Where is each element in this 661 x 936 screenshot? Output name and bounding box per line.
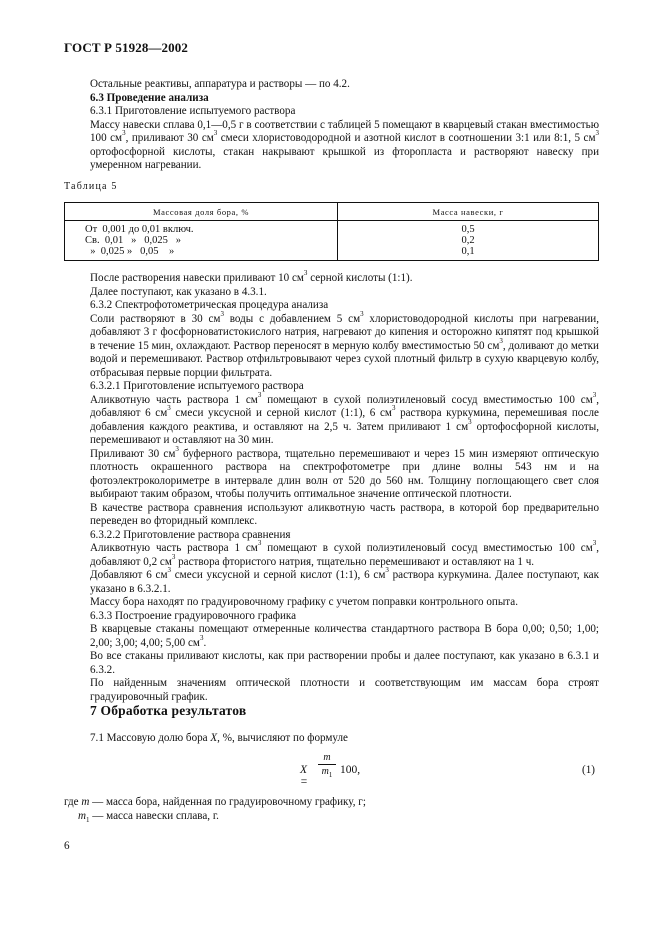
paragraph-boron-mass: Массу бора находят по градуировочному графику с учетом поправки контрольного опыта. <box>90 596 518 608</box>
analysis-procedure-block <box>90 269 599 704</box>
heading-6-3-1: 6.3.1 Приготовление испытуемого раствора <box>90 105 296 117</box>
table-5 <box>64 202 599 261</box>
range-value: » 0,025 » 0,05 » <box>85 246 175 257</box>
mass-value: 0,2 <box>461 235 475 246</box>
paragraph-6-3-1: Массу навески сплава 0,1—0,5 г в соответствии с таблицей 5 помещают в кварцевый стакан вместимостью 100 $см^3$, приливают 30 $см^3$ смеси хлористоводородной и азотной кислот в соотношении 3:1 или 8:1, 5 $см^3$ ортофосфорной кислоты, стакан накрывают крышкой из фторопласта и растворяют навеску при умеренном нагревании. <box>90 118 599 171</box>
heading-6-3-3: 6.3.3 Построение градуировочного графика <box>90 609 297 622</box>
table-header-cell: Массовая доля бора, % <box>65 203 338 221</box>
table-header-row <box>65 203 599 221</box>
table-caption: Таблица 5 <box>64 181 118 192</box>
paragraph-comparison: В качестве раствора сравнения используют аликвотную часть раствора, в которой бор предварительно переведен во фторидный комплекс. <box>90 501 599 527</box>
paragraph-7-1: 7.1 Массовую долю бора X, %, вычисляют по формуле <box>90 732 348 744</box>
paragraph-all-beakers: Во все стаканы приливают кислоты, как при растворении пробы и далее поступают, как указано в 6.3.1 и 6.3.2. <box>90 650 599 676</box>
document-header: ГОСТ Р 51928—2002 <box>64 40 188 55</box>
formula-lhs: X = <box>300 764 308 788</box>
formula-fraction <box>318 752 336 777</box>
paragraph-add: Добавляют 6 $см^3$ смеси уксусной и серной кислот (1:1), 6 $см^3$ раствора куркумина. Далее поступают, как указано в 6.3.2.1. <box>90 566 599 595</box>
heading-6-3-2: 6.3.2 Спектрофотометрическая процедура анализа <box>90 299 329 311</box>
heading-6-3-2-2: 6.3.2.2 Приготовление раствора сравнения <box>90 528 291 541</box>
paragraph-6-3-2-2: Аликвотную часть раствора 1 $см^3$ помещают в сухой полиэтиленовый сосуд вместимостью 100 $см^3$, добавляют 0,2 $см^3$ раствора фтористого натрия, тщательно перемешивают и оставляют на 1 ч. <box>90 539 599 568</box>
range-value: От 0,001 до 0,01 включ. <box>85 224 194 235</box>
where-line-2: $m_1$ — масса навески сплава, г. <box>78 810 219 825</box>
formula-numerator: m <box>323 752 331 763</box>
table-cell-range <box>65 221 338 261</box>
table-header-cell: Масса навески, г <box>338 203 599 221</box>
table-row <box>65 221 599 261</box>
where-line-1: где m — масса бора, найденная по градуировочному графику, г; <box>64 796 366 808</box>
paragraph-other-reagents: Остальные реактивы, аппаратура и растворы — по 4.2. <box>90 78 350 90</box>
mass-value: 0,5 <box>461 224 475 235</box>
page-number: 6 <box>64 840 70 852</box>
formula-rhs: 100, <box>340 764 361 776</box>
fraction-bar <box>318 764 336 765</box>
heading-6-3-2-1: 6.3.2.1 Приготовление испытуемого раствора <box>90 380 304 392</box>
section-6-3-block <box>90 78 599 173</box>
paragraph-6-3-2-1: Аликвотную часть раствора 1 $см^3$ помещают в сухой полиэтиленовый сосуд вместимостью 100 $см^3$, добавляют 6 $см^3$ смеси уксусной и серной кислот (1:1), 6 $см^3$ раствора куркумина, перемешивая после добавления каждого реактива, и оставляют на 2,5 ч. Затем приливают 1 $см^3$ ортофосфорной кислоты, перемешивают и оставляют на 30 мин. <box>90 390 599 446</box>
paragraph-found-values: По найденным значениям оптической плотности и соответствующим им массам бора строят градуировочный график. <box>90 677 599 703</box>
paragraph-further: Далее поступают, как указано в 4.3.1. <box>90 285 267 298</box>
paragraph-buffer: Приливают 30 $см^3$ буферного раствора, тщательно перемешивают и через 15 мин измеряют оптическую плотность окрашенного раствора на спектрофотометре при длине волны 543 нм и на фотоэлектроколориметре в интервале длин волн от 520 до 560 нм. Толщину поглощающего свет слоя выбирают таким образом, чтобы получить оптимальное значение оптической плотности. <box>90 444 599 500</box>
paragraph-after-dissolving: После растворения навески приливают 10 $см^3$ серной кислоты (1:1). <box>90 269 413 284</box>
paragraph-6-3-3: В кварцевые стаканы помещают отмеренные количества стандартного раствора В бора 0,00; 0,50; 1,00; 2,00; 3,00; 4,00; 5,00 $см^3$. <box>90 623 599 649</box>
section-7-heading: 7 Обработка результатов <box>90 703 247 718</box>
heading-6-3: 6.3 Проведение анализа <box>90 91 209 104</box>
formula-number: (1) <box>582 764 595 776</box>
table-cell-mass <box>338 221 599 261</box>
paragraph-6-3-2: Соли растворяют в 30 $см^3$ воды с добавлением 5 $см^3$ хлористоводородной кислоты при нагревании, добавляют 3 г фосфорноватистокислого натрия, нагревают до кипения и осторожно кипятят под крышкой в течение 15 мин, охлаждают. Раствор переносят в мерную колбу вместимостью 50 $см^3$, доливают до метки водой и перемешивают. Раствор отфильтровывают через сухой плотный фильтр в сухую кварцевую колбу, отбрасывая первые порции фильтрата. <box>90 309 599 379</box>
range-value: Св. 0,01 » 0,025 » <box>85 235 181 246</box>
formula-denominator: $m_1$ <box>321 766 333 779</box>
mass-value: 0,1 <box>461 246 475 257</box>
